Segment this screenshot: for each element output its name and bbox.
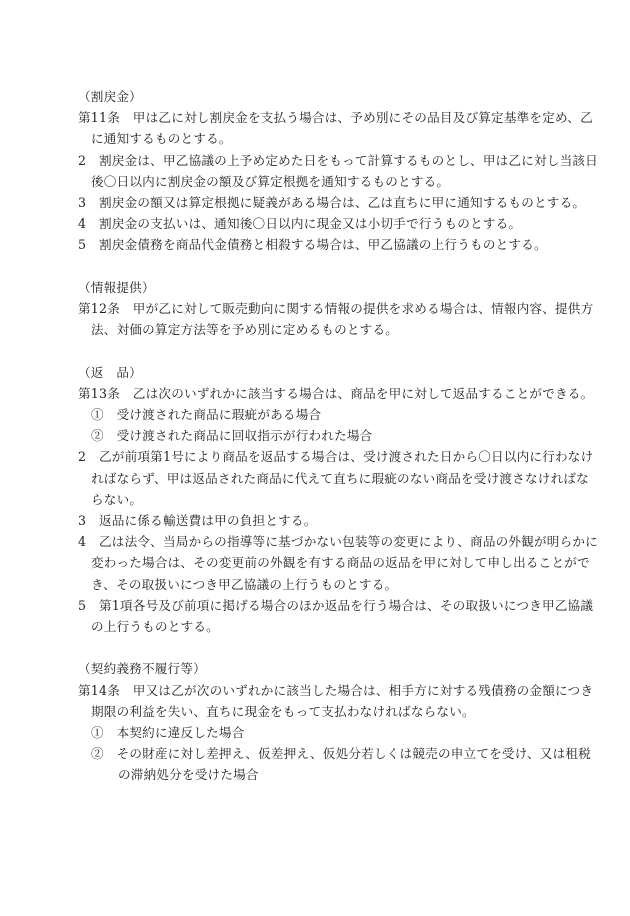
section-heading: （割戻金） — [78, 89, 142, 104]
section-spacer — [78, 256, 558, 277]
paragraph-text: 変わった場合は、その変更前の外観を有する商品の返品を甲に対して申し出ることがで — [91, 555, 590, 571]
list-item: ① 本契約に違反した場合 — [91, 725, 245, 741]
paragraph-text: 5 割戻金債務を商品代金債務と相殺する場合は、甲乙協議の上行うものとする。 — [78, 237, 547, 253]
paragraph-text: ればならず、甲は返品された商品に代えて直ちに瑕疵のない商品を受け渡さなければな — [91, 470, 589, 486]
section-article-11 — [78, 86, 598, 256]
paragraph-text: 4 割戻金の支払いは、通知後〇日以内に現金又は小切手で行うものとする。 — [78, 216, 522, 232]
paragraph-text: 5 第1項各号及び前項に掲げる場合のほか返品を行う場合は、その取扱いにつき甲乙協議 — [78, 597, 594, 613]
section-article-13 — [78, 362, 598, 638]
section-heading: （情報提供） — [78, 279, 155, 295]
article-text: 第14条 甲又は乙が次のいずれかに該当した場合は、相手方に対する残債務の金額につき — [78, 682, 594, 698]
article-text: 第12条 甲が乙に対して販売動向に関する情報の提供を求める場合は、情報内容、提供方 — [78, 301, 594, 317]
list-item: ② その財産に対し差押え、仮差押え、仮処分若しくは競売の申立てを受け、又は租税 — [91, 746, 591, 762]
paragraph-text: 4 乙は法令、当局からの指導等に基づかない包装等の変更により、商品の外観が明らかに — [78, 534, 598, 550]
paragraph-text: 2 割戻金は、甲乙協議の上予め定めた日をもって計算するものとし、甲は乙に対し当該日 — [78, 152, 598, 168]
section-spacer — [78, 340, 558, 361]
section-article-12 — [78, 277, 594, 341]
section-spacer — [78, 637, 558, 658]
list-item: の滞納処分を受けた場合 — [118, 767, 259, 783]
article-text: 法、対価の算定方法等を予め別に定めるものとする。 — [91, 322, 399, 338]
paragraph-text: き、その取扱いにつき甲乙協議の上行うものとする。 — [91, 576, 398, 592]
section-heading: （返 品） — [78, 364, 142, 380]
paragraph-text: 2 乙が前項第1号により商品を返品する場合は、受け渡された日から〇日以内に行わなけ — [78, 449, 594, 465]
paragraph-text: 後〇日以内に割戻金の額及び算定根拠を通知するものとする。 — [91, 173, 450, 189]
paragraph-text: らない。 — [91, 491, 143, 507]
section-article-14 — [78, 658, 594, 785]
list-item: ① 受け渡された商品に瑕疵がある場合 — [91, 407, 322, 423]
paragraph-text: 3 返品に係る輸送費は甲の負担とする。 — [78, 513, 317, 529]
article-text: に通知するものとする。 — [91, 131, 232, 147]
section-heading: （契約義務不履行等） — [78, 661, 206, 677]
article-text: 第11条 甲は乙に対し割戻金を支払う場合は、予め別にその品目及び算定基準を定め、乙 — [78, 110, 593, 126]
paragraph-text: の上行うものとする。 — [91, 619, 219, 635]
article-text: 第13条 乙は次のいずれかに該当する場合は、商品を甲に対して返品することができる。 — [78, 385, 594, 401]
article-text: 期限の利益を失い、直ちに現金をもって支払わなければならない。 — [91, 703, 475, 719]
paragraph-text: 3 割戻金の額又は算定根拠に疑義がある場合は、乙は直ちに甲に通知するものとする。 — [78, 195, 586, 211]
list-item: ② 受け渡された商品に回収指示が行われた場合 — [91, 428, 373, 444]
document-page — [78, 86, 598, 786]
